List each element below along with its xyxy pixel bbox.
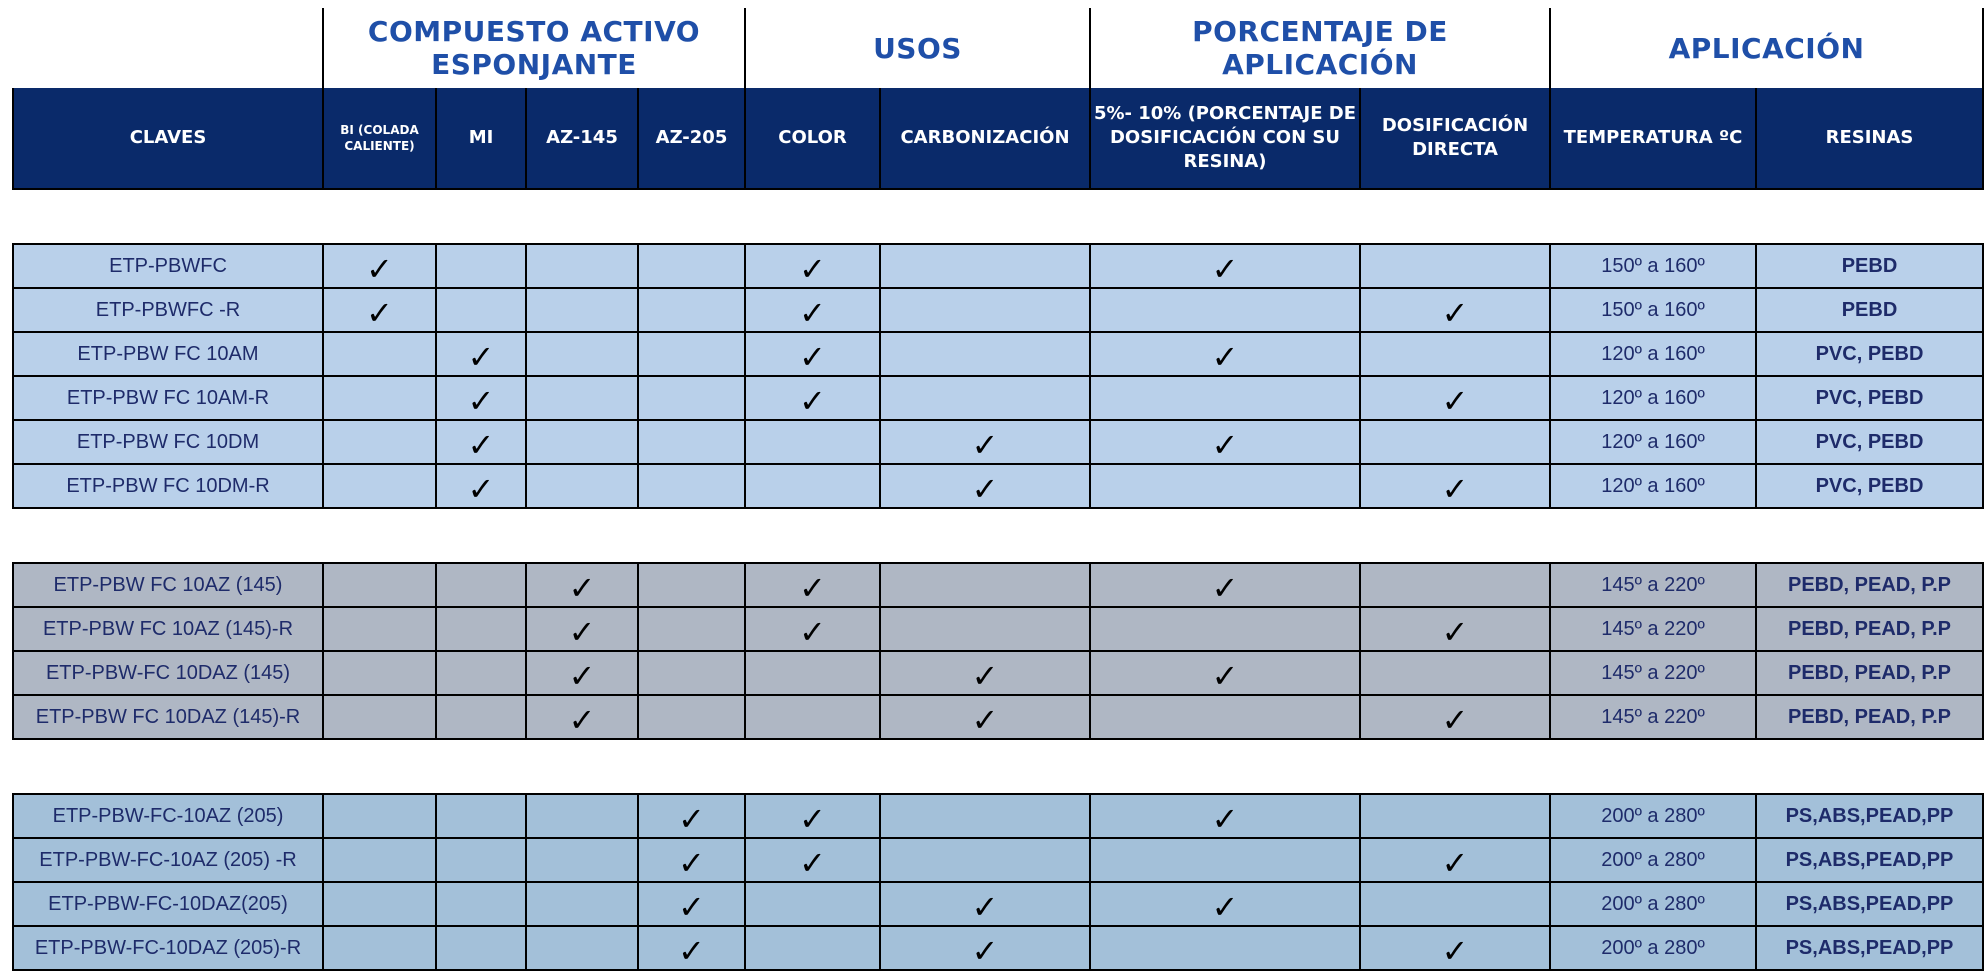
check-cell bbox=[745, 244, 880, 288]
checkmark-icon: ✓ bbox=[1211, 338, 1239, 375]
resinas-cell: PVC, PEBD bbox=[1756, 420, 1983, 464]
group-header-row bbox=[13, 8, 1983, 88]
temperature-cell: 200º a 280º bbox=[1550, 794, 1756, 838]
check-cell bbox=[745, 607, 880, 651]
check-cell bbox=[526, 695, 638, 739]
resinas-cell: PS,ABS,PEAD,PP bbox=[1756, 882, 1983, 926]
check-cell bbox=[638, 695, 745, 739]
clave-cell: ETP-PBW-FC-10DAZ(205) bbox=[13, 882, 323, 926]
check-cell bbox=[436, 420, 526, 464]
check-cell bbox=[1360, 376, 1550, 420]
table-row bbox=[13, 288, 1983, 332]
check-cell bbox=[745, 926, 880, 970]
check-cell bbox=[323, 695, 436, 739]
checkmark-icon: ✓ bbox=[799, 569, 826, 606]
resinas-cell: PEBD, PEAD, P.P bbox=[1756, 651, 1983, 695]
check-cell bbox=[526, 244, 638, 288]
checkmark-icon: ✓ bbox=[467, 470, 495, 507]
table-row bbox=[13, 464, 1983, 508]
check-cell bbox=[1090, 563, 1360, 607]
check-cell bbox=[436, 376, 526, 420]
clave-cell: ETP-PBW FC 10AZ (145)-R bbox=[13, 607, 323, 651]
check-cell bbox=[1090, 695, 1360, 739]
check-cell bbox=[526, 288, 638, 332]
check-cell bbox=[436, 288, 526, 332]
check-cell bbox=[1090, 464, 1360, 508]
check-cell bbox=[436, 794, 526, 838]
table-body bbox=[13, 8, 1983, 970]
table-row bbox=[13, 420, 1983, 464]
check-cell bbox=[1360, 244, 1550, 288]
check-cell bbox=[526, 882, 638, 926]
check-cell bbox=[436, 464, 526, 508]
resinas-cell: PEBD bbox=[1756, 244, 1983, 288]
check-cell bbox=[638, 882, 745, 926]
checkmark-icon: ✓ bbox=[1441, 470, 1469, 507]
temperature-cell: 120º a 160º bbox=[1550, 420, 1756, 464]
check-cell bbox=[323, 651, 436, 695]
check-cell bbox=[638, 651, 745, 695]
resinas-cell: PVC, PEBD bbox=[1756, 464, 1983, 508]
checkmark-icon: ✓ bbox=[1441, 701, 1469, 738]
table-row bbox=[13, 651, 1983, 695]
table-row bbox=[13, 794, 1983, 838]
check-cell bbox=[880, 838, 1090, 882]
checkmark-icon: ✓ bbox=[971, 470, 999, 507]
section-spacer bbox=[13, 739, 1983, 794]
check-cell bbox=[745, 332, 880, 376]
check-cell bbox=[1090, 244, 1360, 288]
check-cell bbox=[745, 794, 880, 838]
check-cell bbox=[323, 563, 436, 607]
check-cell bbox=[638, 420, 745, 464]
table-row bbox=[13, 926, 1983, 970]
check-cell bbox=[1090, 376, 1360, 420]
check-cell bbox=[638, 607, 745, 651]
check-cell bbox=[880, 926, 1090, 970]
check-cell bbox=[638, 563, 745, 607]
group-header: COMPUESTO ACTIVO ESPONJANTE bbox=[323, 8, 745, 88]
column-header: COLOR bbox=[745, 88, 880, 189]
check-cell bbox=[1090, 332, 1360, 376]
temperature-cell: 200º a 280º bbox=[1550, 838, 1756, 882]
column-header: CARBONIZACIÓN bbox=[880, 88, 1090, 189]
check-cell bbox=[526, 838, 638, 882]
checkmark-icon: ✓ bbox=[1211, 426, 1239, 463]
checkmark-icon: ✓ bbox=[799, 338, 826, 375]
check-cell bbox=[1090, 794, 1360, 838]
clave-cell: ETP-PBWFC -R bbox=[13, 288, 323, 332]
check-cell bbox=[745, 288, 880, 332]
checkmark-icon: ✓ bbox=[799, 800, 826, 837]
resinas-cell: PS,ABS,PEAD,PP bbox=[1756, 926, 1983, 970]
check-cell bbox=[1090, 288, 1360, 332]
clave-cell: ETP-PBW FC 10AM bbox=[13, 332, 323, 376]
check-cell bbox=[880, 376, 1090, 420]
checkmark-icon: ✓ bbox=[1211, 569, 1239, 606]
check-cell bbox=[526, 376, 638, 420]
clave-cell: ETP-PBW FC 10DM bbox=[13, 420, 323, 464]
table-row bbox=[13, 563, 1983, 607]
check-cell bbox=[1090, 926, 1360, 970]
check-cell bbox=[436, 607, 526, 651]
check-cell bbox=[880, 464, 1090, 508]
temperature-cell: 145º a 220º bbox=[1550, 695, 1756, 739]
column-header: TEMPERATURA ºC bbox=[1550, 88, 1756, 189]
check-cell bbox=[638, 244, 745, 288]
resinas-cell: PVC, PEBD bbox=[1756, 332, 1983, 376]
check-cell bbox=[745, 838, 880, 882]
check-cell bbox=[745, 376, 880, 420]
check-cell bbox=[526, 332, 638, 376]
check-cell bbox=[745, 695, 880, 739]
clave-cell: ETP-PBW FC 10AZ (145) bbox=[13, 563, 323, 607]
check-cell bbox=[1090, 607, 1360, 651]
temperature-cell: 120º a 160º bbox=[1550, 332, 1756, 376]
column-header: DOSIFICACIÓN DIRECTA bbox=[1360, 88, 1550, 189]
check-cell bbox=[1360, 794, 1550, 838]
check-cell bbox=[880, 563, 1090, 607]
group-header-blank bbox=[13, 8, 323, 88]
checkmark-icon: ✓ bbox=[1211, 250, 1239, 287]
clave-cell: ETP-PBW FC 10DAZ (145)-R bbox=[13, 695, 323, 739]
check-cell bbox=[638, 464, 745, 508]
clave-cell: ETP-PBW-FC-10AZ (205) -R bbox=[13, 838, 323, 882]
temperature-cell: 145º a 220º bbox=[1550, 563, 1756, 607]
table-row bbox=[13, 376, 1983, 420]
check-cell bbox=[1360, 563, 1550, 607]
check-cell bbox=[436, 695, 526, 739]
check-cell bbox=[638, 288, 745, 332]
check-cell bbox=[745, 563, 880, 607]
column-header: AZ-205 bbox=[638, 88, 745, 189]
check-cell bbox=[436, 332, 526, 376]
check-cell bbox=[1360, 882, 1550, 926]
checkmark-icon: ✓ bbox=[799, 250, 826, 287]
resinas-cell: PS,ABS,PEAD,PP bbox=[1756, 838, 1983, 882]
check-cell bbox=[638, 794, 745, 838]
checkmark-icon: ✓ bbox=[1441, 613, 1469, 650]
table-row bbox=[13, 838, 1983, 882]
resinas-cell: PVC, PEBD bbox=[1756, 376, 1983, 420]
table-row bbox=[13, 244, 1983, 288]
table-row bbox=[13, 695, 1983, 739]
checkmark-icon: ✓ bbox=[799, 844, 826, 881]
check-cell bbox=[1360, 651, 1550, 695]
column-header: CLAVES bbox=[13, 88, 323, 189]
checkmark-icon: ✓ bbox=[467, 338, 495, 375]
temperature-cell: 120º a 160º bbox=[1550, 464, 1756, 508]
clave-cell: ETP-PBW FC 10DM-R bbox=[13, 464, 323, 508]
checkmark-icon: ✓ bbox=[971, 932, 999, 969]
checkmark-icon: ✓ bbox=[678, 932, 705, 969]
resinas-cell: PEBD bbox=[1756, 288, 1983, 332]
check-cell bbox=[323, 244, 436, 288]
check-cell bbox=[323, 376, 436, 420]
check-cell bbox=[526, 651, 638, 695]
checkmark-icon: ✓ bbox=[568, 613, 596, 650]
check-cell bbox=[1360, 420, 1550, 464]
check-cell bbox=[1360, 838, 1550, 882]
checkmark-icon: ✓ bbox=[1441, 382, 1469, 419]
check-cell bbox=[880, 244, 1090, 288]
check-cell bbox=[745, 651, 880, 695]
checkmark-icon: ✓ bbox=[678, 844, 705, 881]
temperature-cell: 150º a 160º bbox=[1550, 288, 1756, 332]
temperature-cell: 200º a 280º bbox=[1550, 926, 1756, 970]
check-cell bbox=[1090, 882, 1360, 926]
temperature-cell: 145º a 220º bbox=[1550, 607, 1756, 651]
checkmark-icon: ✓ bbox=[799, 382, 826, 419]
clave-cell: ETP-PBWFC bbox=[13, 244, 323, 288]
checkmark-icon: ✓ bbox=[678, 800, 705, 837]
check-cell bbox=[880, 288, 1090, 332]
check-cell bbox=[880, 651, 1090, 695]
check-cell bbox=[1360, 288, 1550, 332]
check-cell bbox=[436, 838, 526, 882]
checkmark-icon: ✓ bbox=[568, 657, 596, 694]
checkmark-icon: ✓ bbox=[1211, 800, 1239, 837]
temperature-cell: 200º a 280º bbox=[1550, 882, 1756, 926]
checkmark-icon: ✓ bbox=[799, 613, 826, 650]
checkmark-icon: ✓ bbox=[568, 701, 596, 738]
table-row bbox=[13, 332, 1983, 376]
column-header-row bbox=[13, 88, 1983, 189]
checkmark-icon: ✓ bbox=[799, 294, 826, 331]
resinas-cell: PEBD, PEAD, P.P bbox=[1756, 695, 1983, 739]
checkmark-icon: ✓ bbox=[467, 382, 495, 419]
checkmark-icon: ✓ bbox=[467, 426, 495, 463]
checkmark-icon: ✓ bbox=[366, 294, 393, 331]
column-header: BI (COLADA CALIENTE) bbox=[323, 88, 436, 189]
check-cell bbox=[323, 288, 436, 332]
check-cell bbox=[880, 695, 1090, 739]
checkmark-icon: ✓ bbox=[971, 701, 999, 738]
temperature-cell: 145º a 220º bbox=[1550, 651, 1756, 695]
check-cell bbox=[436, 244, 526, 288]
check-cell bbox=[880, 882, 1090, 926]
check-cell bbox=[1360, 464, 1550, 508]
section-spacer bbox=[13, 189, 1983, 244]
check-cell bbox=[323, 607, 436, 651]
check-cell bbox=[526, 607, 638, 651]
checkmark-icon: ✓ bbox=[1211, 888, 1239, 925]
check-cell bbox=[880, 332, 1090, 376]
check-cell bbox=[1090, 838, 1360, 882]
checkmark-icon: ✓ bbox=[1441, 294, 1469, 331]
resinas-cell: PEBD, PEAD, P.P bbox=[1756, 563, 1983, 607]
table-row bbox=[13, 607, 1983, 651]
table-row bbox=[13, 882, 1983, 926]
resinas-cell: PS,ABS,PEAD,PP bbox=[1756, 794, 1983, 838]
check-cell bbox=[745, 464, 880, 508]
checkmark-icon: ✓ bbox=[971, 888, 999, 925]
check-cell bbox=[1360, 332, 1550, 376]
group-header: USOS bbox=[745, 8, 1090, 88]
column-header: RESINAS bbox=[1756, 88, 1983, 189]
column-header: AZ-145 bbox=[526, 88, 638, 189]
check-cell bbox=[436, 651, 526, 695]
check-cell bbox=[526, 794, 638, 838]
temperature-cell: 120º a 160º bbox=[1550, 376, 1756, 420]
check-cell bbox=[638, 926, 745, 970]
check-cell bbox=[638, 838, 745, 882]
clave-cell: ETP-PBW-FC 10DAZ (145) bbox=[13, 651, 323, 695]
checkmark-icon: ✓ bbox=[1441, 844, 1469, 881]
check-cell bbox=[526, 563, 638, 607]
check-cell bbox=[323, 464, 436, 508]
check-cell bbox=[880, 420, 1090, 464]
check-cell bbox=[323, 332, 436, 376]
check-cell bbox=[880, 607, 1090, 651]
check-cell bbox=[1090, 420, 1360, 464]
column-header: MI bbox=[436, 88, 526, 189]
checkmark-icon: ✓ bbox=[366, 250, 393, 287]
check-cell bbox=[1360, 607, 1550, 651]
clave-cell: ETP-PBW FC 10AM-R bbox=[13, 376, 323, 420]
check-cell bbox=[1360, 695, 1550, 739]
check-cell bbox=[745, 882, 880, 926]
check-cell bbox=[745, 420, 880, 464]
check-cell bbox=[880, 794, 1090, 838]
section-spacer bbox=[13, 508, 1983, 563]
check-cell bbox=[526, 926, 638, 970]
resinas-cell: PEBD, PEAD, P.P bbox=[1756, 607, 1983, 651]
product-table bbox=[12, 8, 1984, 971]
clave-cell: ETP-PBW-FC-10AZ (205) bbox=[13, 794, 323, 838]
check-cell bbox=[323, 838, 436, 882]
check-cell bbox=[436, 563, 526, 607]
check-cell bbox=[436, 882, 526, 926]
column-header: 5%- 10% (PORCENTAJE DE DOSIFICACIÓN CON SU RESINA) bbox=[1090, 88, 1360, 189]
checkmark-icon: ✓ bbox=[568, 569, 596, 606]
checkmark-icon: ✓ bbox=[971, 657, 999, 694]
check-cell bbox=[638, 376, 745, 420]
clave-cell: ETP-PBW-FC-10DAZ (205)-R bbox=[13, 926, 323, 970]
check-cell bbox=[638, 332, 745, 376]
check-cell bbox=[323, 926, 436, 970]
group-header: APLICACIÓN bbox=[1550, 8, 1983, 88]
checkmark-icon: ✓ bbox=[678, 888, 705, 925]
check-cell bbox=[323, 794, 436, 838]
temperature-cell: 150º a 160º bbox=[1550, 244, 1756, 288]
checkmark-icon: ✓ bbox=[971, 426, 999, 463]
check-cell bbox=[436, 926, 526, 970]
check-cell bbox=[1360, 926, 1550, 970]
group-header: PORCENTAJE DE APLICACIÓN bbox=[1090, 8, 1550, 88]
checkmark-icon: ✓ bbox=[1441, 932, 1469, 969]
check-cell bbox=[526, 464, 638, 508]
checkmark-icon: ✓ bbox=[1211, 657, 1239, 694]
check-cell bbox=[1090, 651, 1360, 695]
check-cell bbox=[526, 420, 638, 464]
check-cell bbox=[323, 420, 436, 464]
check-cell bbox=[323, 882, 436, 926]
